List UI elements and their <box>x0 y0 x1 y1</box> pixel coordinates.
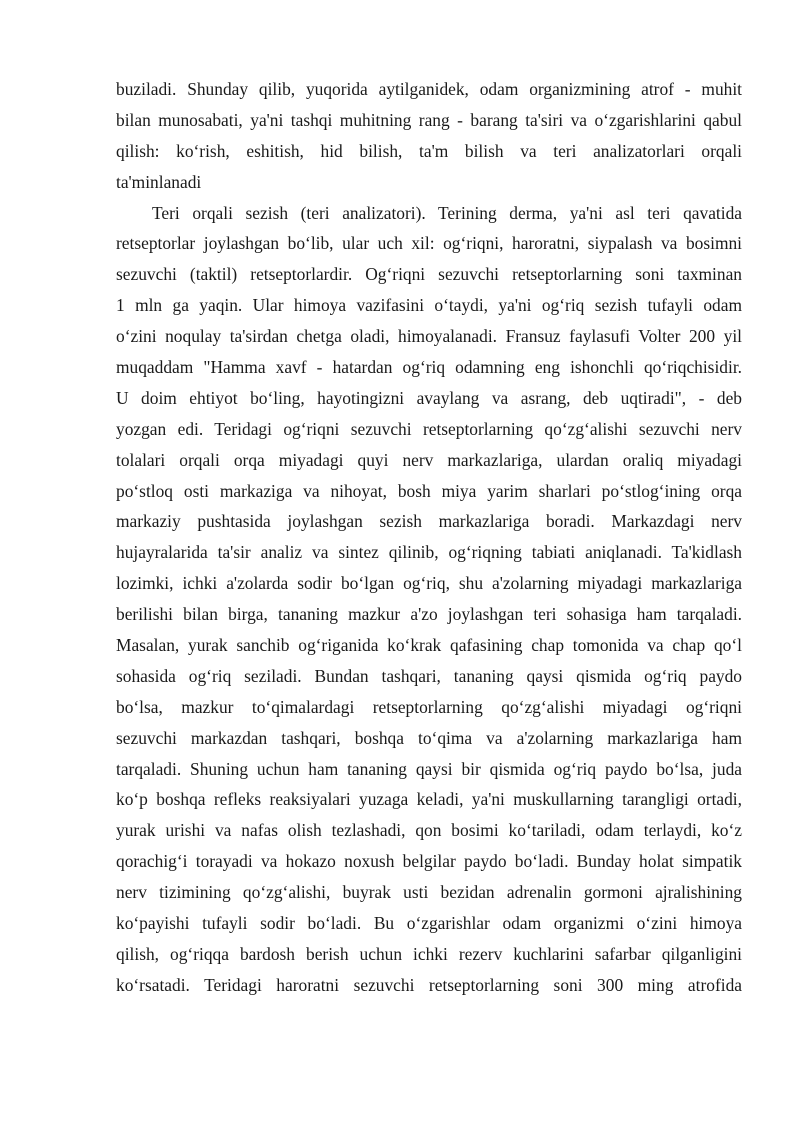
text-line: hujayralarida ta'sir analiz va sintez qilinib, og‘riqning tabiati aniqlanadi. Ta'kidlash <box>116 542 742 563</box>
text-line: markaziy pushtasida joylashgan sezish markazlariga boradi. Markazdagi nerv <box>116 511 742 532</box>
text-line: sohasida og‘riq seziladi. Bundan tashqari, tananing qaysi qismida og‘riq paydo <box>116 665 742 686</box>
text-line: muqaddam "Hamma xavf - hatardan og‘riq odamning eng ishonchli qo‘riqchisidir. <box>116 357 742 378</box>
text-line: 1 mln ga yaqin. Ular himoya vazifasini o‘taydi, ya'ni og‘riq sezish tufayli odam <box>116 295 742 316</box>
text-line: o‘zini noqulay ta'sirdan chetga oladi, himoyalanadi. Fransuz faylasufi Volter 200 yil <box>116 326 742 347</box>
text-line: yozgan edi. Teridagi og‘riqni sezuvchi retseptorlarning qo‘zg‘alishi sezuvchi nerv <box>116 418 742 439</box>
text-line: qilish, og‘riqqa bardosh berish uchun ichki rezerv kuchlarini safarbar qilganligini <box>116 943 742 964</box>
text-line: ta'minlanadi <box>116 171 202 192</box>
text-line: sezuvchi markazdan tashqari, boshqa to‘qima va a'zolarning markazlariga ham <box>116 727 742 748</box>
paragraph-first-line: Teri orqali sezish (teri analizatori). Terining derma, ya'ni asl teri qavatida <box>152 202 742 223</box>
text-line: ko‘p boshqa refleks reaksiyalari yuzaga keladi, ya'ni muskullarning tarangligi ortadi, <box>116 789 742 810</box>
text-line: retseptorlar joylashgan bo‘lib, ular uch xil: og‘riqni, haroratni, siypalash va bosimni <box>116 233 742 254</box>
text-line: buziladi. Shunday qilib, yuqorida aytilganidek, odam organizmining atrof - muhit <box>116 79 742 99</box>
text-line: bo‘lsa, mazkur to‘qimalardagi retseptorlarning qo‘zg‘alishi miyadagi og‘riqni <box>116 696 742 717</box>
text-line: tolalari orqali orqa miyadagi quyi nerv markazlariga, ulardan oraliq miyadagi <box>116 449 742 470</box>
text-line: ko‘payishi tufayli sodir bo‘ladi. Bu o‘zgarishlar odam organizmi o‘zini himoya <box>116 913 742 934</box>
text-line: berilishi bilan birga, tananing mazkur a'zo joylashgan teri sohasiga ham tarqaladi. <box>116 604 742 625</box>
text-line: Masalan, yurak sanchib og‘riganida ko‘krak qafasining chap tomonida va chap qo‘l <box>116 635 742 656</box>
body-text <box>116 74 742 1001</box>
text-line: tarqaladi. Shuning uchun ham tananing qaysi bir qismida og‘riq paydo bo‘lsa, juda <box>116 758 742 779</box>
text-line: nerv tizimining qo‘zg‘alishi, buyrak usti bezidan adrenalin gormoni ajralishining <box>116 882 742 903</box>
text-line: U doim ehtiyot bo‘ling, hayotingizni avaylang va asrang, deb uqtiradi", - deb <box>116 387 742 408</box>
text-line: ko‘rsatadi. Teridagi haroratni sezuvchi retseptorlarning soni 300 ming atrofida <box>116 974 742 995</box>
text-line: lozimki, ichki a'zolarda sodir bo‘lgan og‘riq, shu a'zolarning miyadagi markazlariga <box>116 573 742 594</box>
text-line: sezuvchi (taktil) retseptorlardir. Og‘riqni sezuvchi retseptorlarning soni taxminan <box>116 264 742 285</box>
text-line: qorachig‘i torayadi va hokazo noxush belgilar paydo bo‘ladi. Bunday holat simpatik <box>116 851 742 872</box>
text-line: po‘stloq osti markaziga va nihoyat, bosh miya yarim sharlari po‘stlog‘ining orqa <box>116 480 742 501</box>
text-line: yurak urishi va nafas olish tezlashadi, qon bosimi ko‘tariladi, odam terlaydi, ko‘z <box>116 820 742 841</box>
text-line: qilish: ko‘rish, eshitish, hid bilish, ta'm bilish va teri analizatorlari orqali <box>116 140 742 161</box>
text-line: bilan munosabati, ya'ni tashqi muhitning rang - barang ta'siri va o‘zgarishlarini qabul <box>116 109 742 130</box>
